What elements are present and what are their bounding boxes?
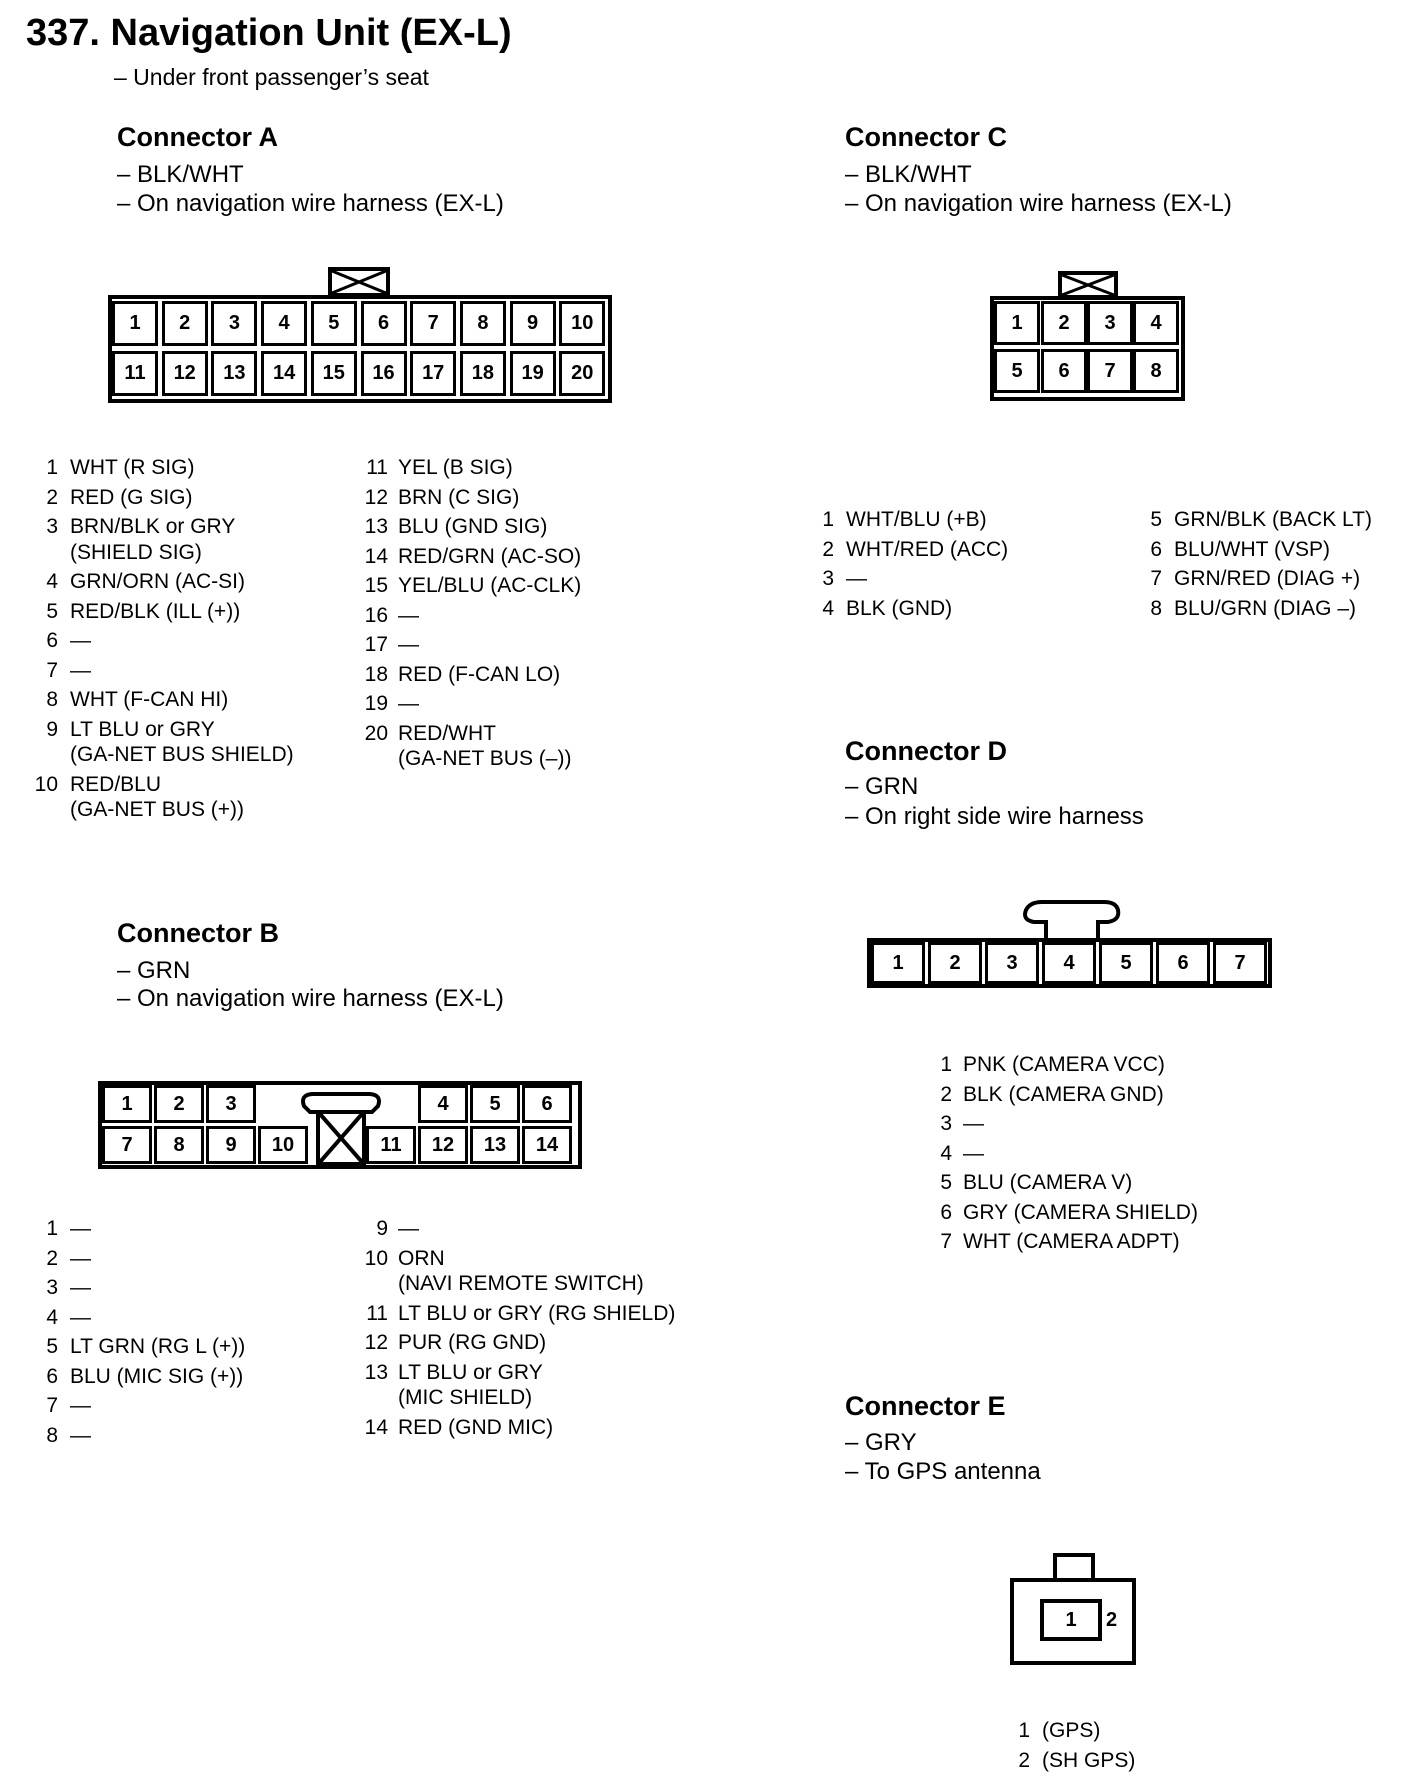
connector-a-cell-1: 1 (112, 301, 158, 346)
pin-description: YEL/BLU (AC-CLK) (398, 574, 582, 597)
pin-description: (GPS) (1042, 1719, 1101, 1742)
pin-number: 6 (46, 1364, 58, 1388)
connector-b-cell-14: 14 (522, 1126, 572, 1164)
pin-description: RED (F-CAN LO) (398, 662, 561, 686)
pin-description: (NAVI REMOTE SWITCH) (398, 1272, 644, 1295)
pin-number: 5 (46, 1335, 58, 1358)
connector-b-cell-1: 1 (102, 1085, 152, 1123)
pin-number: 10 (34, 772, 58, 796)
pin-number: 11 (366, 456, 388, 479)
pin-number: 12 (364, 1331, 388, 1354)
pin-description: — (398, 603, 419, 627)
pin-description: (MIC SHIELD) (398, 1386, 533, 1409)
pin-number: 1 (46, 1217, 58, 1240)
pin-description: (SHIELD SIG) (70, 540, 202, 564)
pin-description: WHT/BLU (+B) (846, 508, 987, 531)
pin-description: — (70, 1246, 91, 1270)
pin-description: RED/GRN (AC-SO) (398, 544, 582, 568)
pin-number: 4 (822, 596, 834, 620)
connector-c-cell-6: 6 (1041, 349, 1087, 393)
connector-b-cell-3: 3 (206, 1085, 256, 1123)
pin-number: 7 (1150, 567, 1162, 590)
pin-description: LT BLU or GRY (70, 717, 215, 741)
pin-number: 8 (1150, 596, 1162, 620)
connector-a-cell-12: 12 (162, 351, 208, 396)
pin-number: 17 (364, 633, 388, 656)
pin-description: BLU (MIC SIG (+)) (70, 1364, 244, 1388)
pin-description: RED/BLK (ILL (+)) (70, 599, 241, 623)
connector-d-cell-4: 4 (1042, 942, 1096, 984)
pin-description: BLU (CAMERA V) (963, 1171, 1133, 1194)
connector-b-title: Connector B (117, 918, 279, 948)
pin-description: YEL (B SIG) (398, 456, 513, 479)
connector-b-cell-5: 5 (470, 1085, 520, 1123)
connector-b-location: – On navigation wire harness (EX-L) (117, 985, 504, 1012)
pin-description: GRN/ORN (AC-SI) (70, 570, 245, 593)
pin-description: — (70, 1394, 91, 1417)
connector-c-cell-1: 1 (994, 301, 1040, 345)
pin-description: LT BLU or GRY (RG SHIELD) (398, 1301, 676, 1325)
pin-description: PNK (CAMERA VCC) (963, 1053, 1165, 1076)
pin-number: 20 (364, 721, 388, 745)
connector-d-title: Connector D (845, 736, 1007, 766)
connector-a-cell-15: 15 (311, 351, 357, 396)
connector-e-location: – To GPS antenna (845, 1458, 1041, 1485)
pin-description: (GA-NET BUS (+)) (70, 798, 245, 821)
pin-description: WHT/RED (ACC) (846, 537, 1009, 561)
pin-number: 6 (940, 1200, 952, 1224)
connector-b-cell-6: 6 (522, 1085, 572, 1123)
pin-number: 3 (940, 1112, 952, 1135)
connector-a-cell-18: 18 (460, 351, 506, 396)
pin-number: 19 (364, 692, 388, 715)
connector-d-cell-1: 1 (871, 942, 925, 984)
connector-b-cell-4: 4 (418, 1085, 468, 1123)
pin-description: — (70, 629, 91, 652)
connector-a-cell-4: 4 (261, 301, 307, 346)
pin-description: GRN/BLK (BACK LT) (1174, 508, 1372, 531)
page-title: 337. Navigation Unit (EX-L) (26, 12, 512, 54)
pin-number: 10 (364, 1246, 388, 1270)
pin-description: (GA-NET BUS (–)) (398, 747, 572, 770)
connector-e-lock-icon (0, 0, 1408, 1)
pin-description: BLU/WHT (VSP) (1174, 537, 1330, 561)
connector-a-cell-8: 8 (460, 301, 506, 346)
pin-description: WHT (F-CAN HI) (70, 688, 229, 711)
connector-c-cell-5: 5 (994, 349, 1040, 393)
connector-e-cell-2: 2 (1106, 1609, 1118, 1631)
pin-number: 3 (822, 567, 834, 590)
pin-description: — (398, 633, 419, 656)
connector-c-cell-7: 7 (1087, 349, 1133, 393)
pin-description: BRN/BLK or GRY (70, 515, 236, 538)
connector-c-color: – BLK/WHT (845, 161, 972, 188)
connector-e-color: – GRY (845, 1429, 917, 1456)
connector-d-cell-7: 7 (1213, 942, 1267, 984)
pin-number: 7 (46, 1394, 58, 1417)
pin-number: 4 (46, 1305, 58, 1329)
pin-description: — (70, 658, 91, 682)
connector-a-color: – BLK/WHT (117, 161, 244, 188)
pin-description: — (70, 1305, 91, 1329)
connector-c-cell-8: 8 (1133, 349, 1179, 393)
connector-a-cell-5: 5 (311, 301, 357, 346)
pin-description: (SH GPS) (1042, 1748, 1136, 1772)
connector-b-cell-11: 11 (366, 1126, 416, 1164)
connector-a-cell-6: 6 (361, 301, 407, 346)
connector-c-cell-3: 3 (1087, 301, 1133, 345)
pin-number: 2 (940, 1082, 952, 1106)
pin-number: 5 (46, 599, 58, 623)
pin-description: RED (G SIG) (70, 485, 193, 509)
unit-location: – Under front passenger’s seat (114, 64, 429, 90)
pin-description: — (963, 1112, 984, 1135)
pin-number: 1 (940, 1053, 952, 1076)
pin-description: RED/WHT (398, 721, 496, 745)
connector-a-cell-3: 3 (211, 301, 257, 346)
connector-a-cell-9: 9 (510, 301, 556, 346)
pin-description: GRY (CAMERA SHIELD) (963, 1200, 1198, 1224)
pin-description: — (398, 1217, 419, 1240)
pin-description: (GA-NET BUS SHIELD) (70, 743, 294, 766)
connector-d-cell-2: 2 (928, 942, 982, 984)
pin-number: 13 (364, 515, 388, 538)
connector-a-cell-13: 13 (211, 351, 257, 396)
pin-description: RED/BLU (70, 772, 162, 796)
connector-c-cell-2: 2 (1041, 301, 1087, 345)
pin-description: — (70, 1423, 91, 1447)
pin-number: 11 (366, 1301, 388, 1325)
pin-number: 16 (364, 603, 388, 627)
pin-number: 2 (46, 1246, 58, 1270)
connector-a-cell-14: 14 (261, 351, 307, 396)
pin-description: GRN/RED (DIAG +) (1174, 567, 1361, 590)
connector-c-cell-4: 4 (1133, 301, 1179, 345)
pin-description: BLK (GND) (846, 596, 953, 620)
connector-d-color: – GRN (845, 773, 919, 800)
connector-e-title: Connector E (845, 1391, 1006, 1421)
pin-number: 1 (46, 456, 58, 479)
connector-e-cell-1: 1 (1040, 1599, 1102, 1641)
pin-number: 2 (822, 537, 834, 561)
pin-number: 14 (364, 544, 388, 568)
pin-number: 4 (46, 570, 58, 593)
pin-description: — (963, 1141, 984, 1165)
connector-d-cell-6: 6 (1156, 942, 1210, 984)
pin-number: 7 (46, 658, 58, 682)
pin-description: BLK (CAMERA GND) (963, 1082, 1164, 1106)
pin-number: 8 (46, 688, 58, 711)
connector-b-cell-7: 7 (102, 1126, 152, 1164)
pin-number: 9 (46, 717, 58, 741)
connector-a-cell-17: 17 (410, 351, 456, 396)
pin-number: 1 (1018, 1719, 1030, 1742)
pin-number: 6 (46, 629, 58, 652)
connector-d-location: – On right side wire harness (845, 803, 1144, 830)
pin-description: BLU (GND SIG) (398, 515, 548, 538)
connector-a-cell-19: 19 (510, 351, 556, 396)
pin-description: — (398, 692, 419, 715)
pin-description: WHT (CAMERA ADPT) (963, 1230, 1180, 1253)
connector-b-cell-8: 8 (154, 1126, 204, 1164)
pin-number: 8 (46, 1423, 58, 1447)
connector-c-title: Connector C (845, 122, 1007, 152)
connector-c-location: – On navigation wire harness (EX-L) (845, 190, 1232, 217)
pin-number: 12 (364, 485, 388, 509)
pin-description: BRN (C SIG) (398, 485, 520, 509)
connector-b-cell-10: 10 (258, 1126, 308, 1164)
pin-number: 15 (364, 574, 388, 597)
pin-number: 9 (376, 1217, 388, 1240)
connector-b-color: – GRN (117, 957, 191, 984)
pin-number: 4 (940, 1141, 952, 1165)
pin-description: LT GRN (RG L (+)) (70, 1335, 246, 1358)
connector-a-title: Connector A (117, 122, 278, 152)
connector-b-cell-12: 12 (418, 1126, 468, 1164)
connector-a-cell-7: 7 (410, 301, 456, 346)
pin-number: 3 (46, 1276, 58, 1299)
connector-a-cell-11: 11 (112, 351, 158, 396)
pin-number: 1 (822, 508, 834, 531)
pin-number: 5 (940, 1171, 952, 1194)
pin-number: 13 (364, 1360, 388, 1384)
pin-description: PUR (RG GND) (398, 1331, 547, 1354)
pin-description: — (70, 1276, 91, 1299)
connector-d-cell-3: 3 (985, 942, 1039, 984)
pin-description: — (846, 567, 867, 590)
pin-number: 5 (1150, 508, 1162, 531)
connector-d-cell-5: 5 (1099, 942, 1153, 984)
pin-number: 2 (46, 485, 58, 509)
connector-b-cell-2: 2 (154, 1085, 204, 1123)
pin-number: 6 (1150, 537, 1162, 561)
pin-description: WHT (R SIG) (70, 456, 195, 479)
connector-b-cell-13: 13 (470, 1126, 520, 1164)
pin-number: 7 (940, 1230, 952, 1253)
pin-number: 18 (364, 662, 388, 686)
pin-description: ORN (398, 1246, 445, 1270)
pin-description: RED (GND MIC) (398, 1415, 554, 1439)
pin-number: 2 (1018, 1748, 1030, 1772)
pin-number: 3 (46, 515, 58, 538)
pin-description: LT BLU or GRY (398, 1360, 543, 1384)
pin-number: 14 (364, 1415, 388, 1439)
connector-a-cell-10: 10 (559, 301, 605, 346)
connector-b-cell-9: 9 (206, 1126, 256, 1164)
connector-a-cell-20: 20 (559, 351, 605, 396)
pin-description: BLU/GRN (DIAG –) (1174, 596, 1357, 620)
connector-a-location: – On navigation wire harness (EX-L) (117, 190, 504, 217)
connector-a-cell-2: 2 (162, 301, 208, 346)
connector-a-cell-16: 16 (361, 351, 407, 396)
pin-description: — (70, 1217, 91, 1240)
